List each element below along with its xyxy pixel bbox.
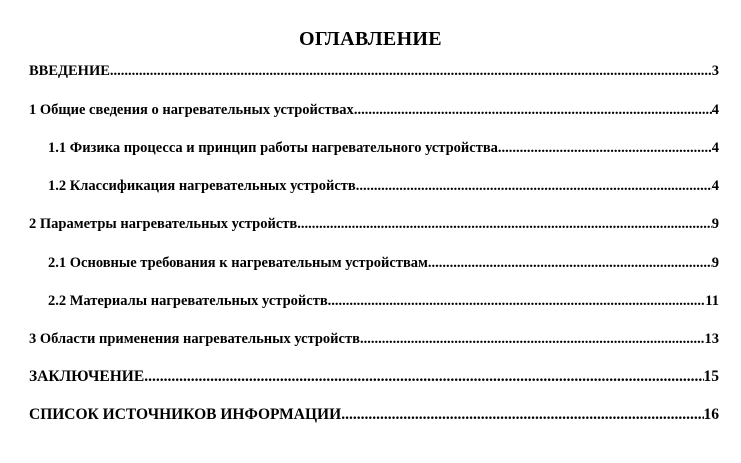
toc-entry-section-2-2[interactable] — [48, 291, 719, 311]
toc-page-number: 4 — [711, 102, 719, 118]
toc-dot-leader — [354, 100, 712, 120]
toc-entry-title: 3 Области применения нагревательных устройств — [29, 331, 360, 347]
toc-entry-title: 2.1 Основные требования к нагревательным устройствам — [48, 255, 428, 271]
toc-entry-title: 2.2 Материалы нагревательных устройств — [48, 293, 328, 309]
toc-dot-leader — [360, 329, 705, 349]
toc-entry-title: ВВЕДЕНИЕ — [29, 63, 110, 79]
toc-entry-section-1[interactable] — [29, 100, 719, 120]
toc-dot-leader — [110, 61, 712, 81]
toc-page-number: 4 — [711, 140, 719, 156]
toc-page-number: 9 — [711, 255, 719, 271]
toc-entry-title: СПИСОК ИСТОЧНИКОВ ИНФОРМАЦИИ — [29, 406, 342, 423]
toc-page-number: 3 — [711, 63, 719, 79]
toc-dot-leader — [356, 176, 712, 196]
toc-entry-section-2[interactable] — [29, 214, 719, 234]
toc-entry-section-1-2[interactable] — [48, 176, 719, 196]
toc-entry-section-3[interactable] — [29, 329, 719, 349]
toc-entry-title: 1.1 Физика процесса и принцип работы нагревательного устройства — [48, 140, 498, 156]
toc-dot-leader — [341, 405, 703, 425]
toc-dot-leader — [328, 291, 706, 311]
toc-entry-conclusion[interactable] — [29, 367, 719, 387]
toc-dot-leader — [144, 367, 703, 387]
toc-page-number: 9 — [711, 216, 719, 232]
toc-page-number: 4 — [711, 178, 719, 194]
toc-entry-title: 1.2 Классификация нагревательных устройств — [48, 178, 356, 194]
toc-entry-section-1-1[interactable] — [48, 138, 719, 158]
toc-page-number: 15 — [703, 368, 719, 385]
toc-entry-introduction[interactable] — [29, 61, 719, 81]
toc-entry-title: ЗАКЛЮЧЕНИЕ — [29, 368, 145, 385]
toc-entry-references[interactable] — [29, 405, 719, 425]
toc-dot-leader — [428, 253, 712, 273]
toc-dot-leader — [498, 138, 712, 158]
toc-dot-leader — [297, 214, 712, 234]
toc-page-number: 11 — [705, 293, 719, 309]
toc-entry-title: 1 Общие сведения о нагревательных устройствах — [29, 102, 354, 118]
toc-page-number: 16 — [703, 406, 719, 423]
toc-title: ОГЛАВЛЕНИЕ — [299, 28, 442, 50]
toc-page-number: 13 — [704, 331, 719, 347]
toc-entry-title: 2 Параметры нагревательных устройств — [29, 216, 298, 232]
toc-entry-section-2-1[interactable] — [48, 253, 719, 273]
